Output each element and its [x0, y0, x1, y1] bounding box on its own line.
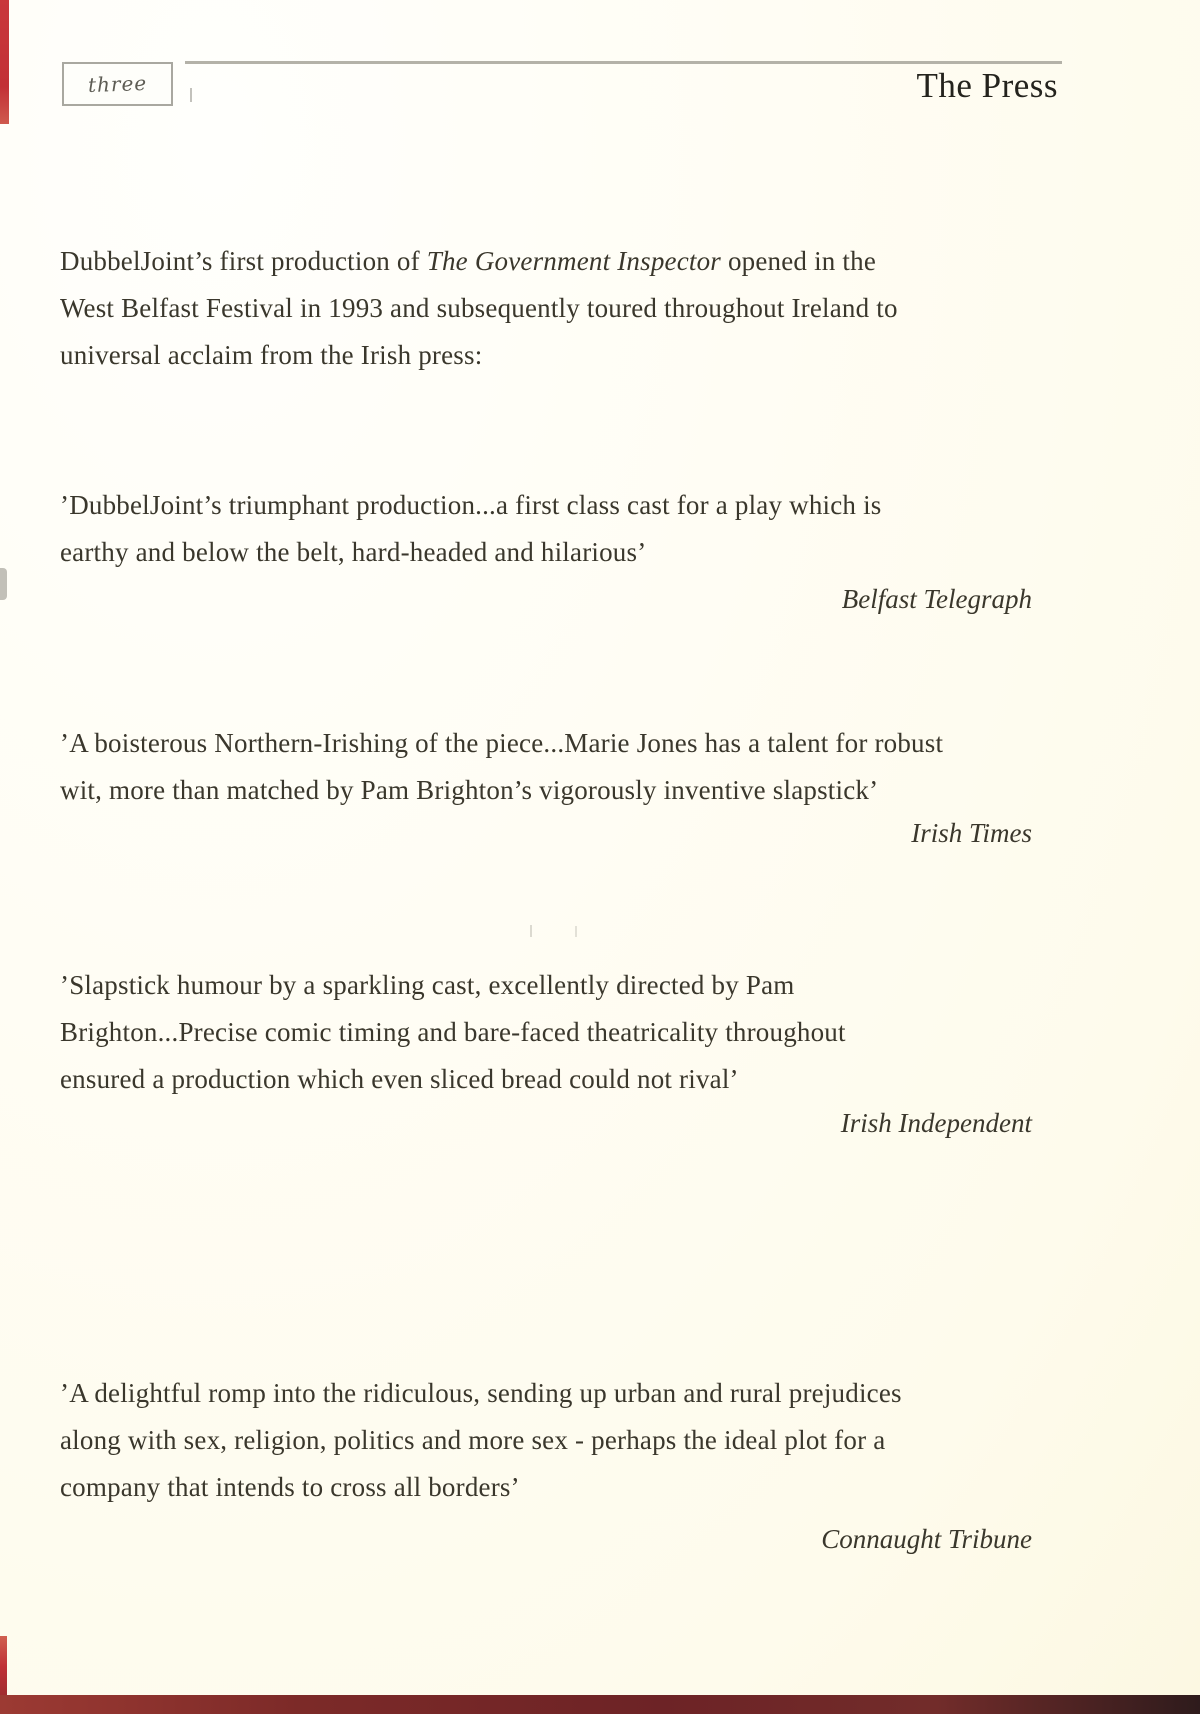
- scan-speck: [190, 88, 192, 102]
- scan-speck: [530, 925, 532, 937]
- page-number-label: three: [87, 70, 148, 98]
- page-title: The Press: [916, 66, 1058, 105]
- intro-line-2: West Belfast Festival in 1993 and subsequently toured throughout Ireland to: [60, 293, 898, 323]
- intro-line-1-pre: DubbelJoint’s first production of: [60, 246, 427, 276]
- intro-line-1: [60, 238, 1060, 285]
- press-quote: [60, 1370, 1060, 1511]
- quote-source: Irish Independent: [840, 1108, 1032, 1138]
- header-rule: [185, 61, 1062, 64]
- press-quote: [60, 720, 1060, 814]
- quote-line: along with sex, religion, politics and more sex - perhaps the ideal plot for a: [60, 1425, 886, 1455]
- quote-line: company that intends to cross all borders’: [60, 1472, 520, 1502]
- quote-line: wit, more than matched by Pam Brighton’s vigorously inventive slapstick’: [60, 775, 879, 805]
- intro-play-title: The Government Inspector: [426, 246, 721, 276]
- quote-line: ensured a production which even sliced bread could not rival’: [60, 1064, 739, 1094]
- quote-source: Belfast Telegraph: [841, 584, 1032, 614]
- quote-line: Brighton...Precise comic timing and bare-faced theatricality throughout: [60, 1017, 846, 1047]
- quote-source: Irish Times: [911, 818, 1032, 848]
- quote-line: earthy and below the belt, hard-headed and hilarious’: [60, 537, 647, 567]
- quote-line: ’Slapstick humour by a sparkling cast, excellently directed by Pam: [60, 970, 795, 1000]
- intro-paragraph: [60, 238, 1060, 379]
- scan-bottom-band: [0, 1695, 1200, 1714]
- quote-source: Connaught Tribune: [821, 1524, 1032, 1554]
- intro-line-3: universal acclaim from the Irish press:: [60, 340, 483, 370]
- intro-line-1-post: opened in the: [721, 246, 877, 276]
- scan-smudge: [0, 568, 7, 600]
- quote-line: ’A boisterous Northern-Irishing of the piece...Marie Jones has a talent for robust: [60, 728, 944, 758]
- press-quote: [60, 482, 1060, 576]
- quote-line: ’DubbelJoint’s triumphant production...a first class cast for a play which is: [60, 490, 882, 520]
- scan-speck: [575, 926, 577, 937]
- quote-line: ’A delightful romp into the ridiculous, sending up urban and rural prejudices: [60, 1378, 902, 1408]
- page-number-box: [62, 62, 173, 106]
- press-quote: [60, 962, 1060, 1103]
- scan-edge-red-strip-top: [0, 0, 9, 124]
